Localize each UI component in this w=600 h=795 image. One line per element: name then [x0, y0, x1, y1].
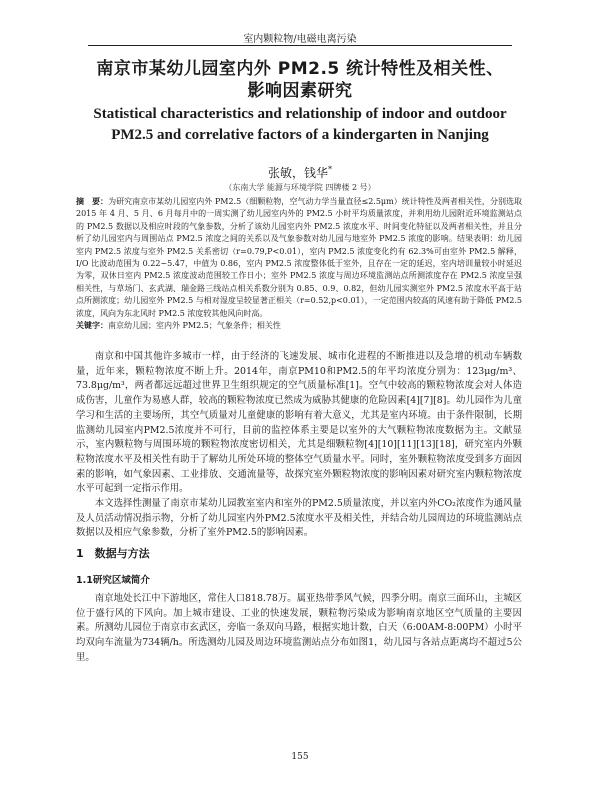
running-head: 室内颗粒物/电磁电离污染	[243, 34, 357, 45]
keywords-label: 关键字：	[76, 321, 108, 330]
introduction	[76, 350, 522, 541]
header-rule	[88, 45, 512, 46]
study-area-paragraph: 南京地处长江中下游地区，常住人口818.78万。属亚热带季风气候，四季分明。南京三面环山，主城区位于盛行风的下风向。加上城市建设、工业的快速发展，颗粒物污染成为影响南京地区空气质量的主要因素。所测幼儿园位于南京市玄武区，旁临一条双向马路，根据实地计数，白天（6:00AM-8:00PM）小时平均双向车流量为734辆/h。所选测幼儿园及周边环境监测站点分布如图1，幼儿园与各站点距离均不超过5公里。	[76, 593, 522, 663]
subsection-heading: 1.1研究区域简介	[76, 575, 150, 586]
author-names: 张敏，钱华	[267, 166, 328, 180]
corresponding-author-mark: *	[328, 165, 332, 174]
chinese-title-line-2: 影响因素研究	[247, 81, 353, 101]
abstract-text: 为研究南京市某幼儿园室内外 PM2.5（细颗粒物，空气动力学当量直径≤2.5μm）统计特性及两者相关性，分别选取 2015 年 4 月、5 月、6 月每月中的一周实测了幼儿园室内外的 PM2.5 小时平均质量浓度，并利用幼儿园附近环境监测站点的 PM2.5 数据以及相应时段的气象参数，分析了该幼儿园室内外 PM2.5 浓度水平、时间变化特征以及两者相关性，并且分析了幼儿园室内与周围站点 PM2.5 浓度之间的关系以及气象参数对幼儿园与地室外 PM2.5 浓度的影响。结果表明：幼儿园室内 PM2.5 浓度与室外 PM2.5 关系密切（r=0.79,P<0.01），室内 PM2.5 浓度变化约有 62.3%可由室外 PM2.5 解释，I/O 比波动范围为 0.22~5.47，中值为 0.86，室内 PM2.5 浓度整体低于室外，且存在一定的延迟，室内培训量较小时延迟为零，双休日室内 PM2.5 浓度波动范围较工作日小；室外 PM2.5 浓度与周边环境监测站点所测浓度存在 PM2.5 浓度呈强相关性，与草场门、玄武湖、瑞金路三线站点相关系数分别为 0.85、0.9、0.82，但幼儿园实测室外 PM2.5 浓度水平高于站点所测浓度；幼儿园室外 PM2.5 与相对湿度呈较显著正相关（r=0.52,p<0.01），一定范围内较高的风速有助于降低 PM2.5 浓度，风向为东北风时 PM2.5 浓度较其他风向时高。	[76, 197, 523, 318]
chinese-title-line-1: 南京市某幼儿园室内外 PM2.5 统计特性及相关性、	[96, 59, 504, 79]
english-title-line-1: Statistical characteristics and relationship of indoor and outdoor	[93, 106, 507, 122]
abstract-label: 摘 要：	[76, 197, 109, 206]
abstract	[76, 196, 522, 320]
intro-paragraph-2: 本文选择性测量了南京市某幼儿园教室室内和室外的PM2.5质量浓度，并以室内外CO₂浓度作为通风量及人员活动情况指示物，分析了幼儿园室内外PM2.5浓度水平及相关性，并结合幼儿园周边的环境监测站点数据以及相应气象参数，分析了室外PM2.5的影响因素。	[76, 498, 522, 539]
page-number: 155	[291, 752, 309, 762]
author-affiliation: （东南大学 能源与环境学院 四牌楼 2 号）	[224, 183, 376, 192]
chinese-title	[40, 58, 560, 102]
keywords	[76, 320, 522, 332]
intro-paragraph-1: 南京和中国其他许多城市一样，由于经济的飞速发展、城市化进程的不断推进以及急增的机动车辆数量，近年来，颗粒物浓度不断上升。2014年，南京PM10和PM2.5的年平均浓度分别为：123μg/m³、73.8μg/m³，两者都远远超过世界卫生组织规定的空气质量标准[1]。空气中较高的颗粒物浓度会对人体造成伤害，儿童作为易感人群，较高的颗粒物浓度已然成为威胁其健康的危险因素[4][7][8]。幼儿园作为儿童学习和生活的主要场所，其空气质量对儿童健康的影响有着大意义，尤其是室内环境。由于条件限制，长期监测幼儿园室内PM2.5浓度并不可行，目前的监控体系主要是以室外的大气颗粒物浓度数据为主。文献显示，室内颗粒物与周围环境的颗粒物浓度密切相关，尤其是细颗粒物[4][10][11][13][18]，研究室内外颗粒物浓度水平及相关性有助于了解幼儿所处环境的整体空气质量水平。同时，室外颗粒物浓度受到多方面因素的影响，如气象因素、工业排放、交通流量等，故探究室外颗粒物浓度的影响因素对研究室内颗粒物浓度水平可起到一定指示作用。	[76, 351, 522, 495]
english-title	[40, 104, 560, 146]
keywords-text: 南京幼儿园；室内外 PM2.5；气象条件；相关性	[108, 321, 281, 330]
english-title-line-2: PM2.5 and correlative factors of a kindergarten in Nanjing	[111, 127, 489, 143]
section-heading: 1 数据与方法	[76, 547, 150, 560]
author-line	[0, 164, 600, 181]
study-area-text	[76, 592, 522, 666]
